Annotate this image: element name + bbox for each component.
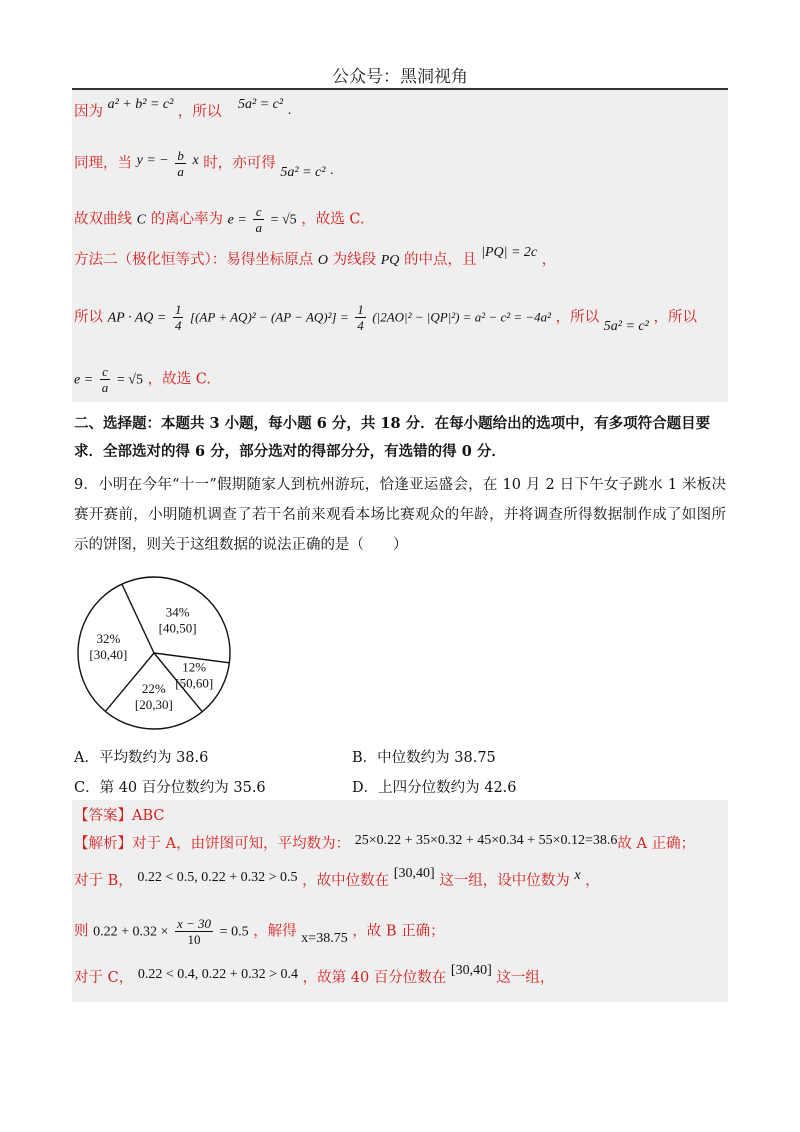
formula: y = − <box>136 152 169 168</box>
fraction <box>175 148 186 179</box>
text: 因为 <box>74 104 103 120</box>
text: 这一组，设中位数为 <box>439 873 570 889</box>
denominator: 4 <box>357 318 364 333</box>
text: ，故中位数在 <box>302 873 390 889</box>
formula: [(AP + AQ)² − (AP − AQ)²] = <box>190 309 349 325</box>
text: ，解得 <box>253 923 297 940</box>
text: 则 <box>74 923 89 940</box>
formula: = 0.5 <box>219 924 249 940</box>
punct: . <box>287 103 292 118</box>
denominator: a <box>101 380 109 395</box>
fraction <box>175 916 213 947</box>
formula: e = <box>74 372 94 388</box>
denominator: a <box>255 220 262 235</box>
formula: 25×0.22 + 35×0.32 + 45×0.34 + 55×0.12=38.6 <box>354 833 618 848</box>
analysis-line-3 <box>74 916 445 947</box>
pie-slice-percent: 12% <box>182 659 207 675</box>
formula: |PQ| = 2c <box>481 245 538 260</box>
formula: [30,40] <box>393 866 435 881</box>
page-header-title: 公众号：黑洞视角 <box>332 67 468 87</box>
formula: 0.22 + 0.32 × <box>93 924 169 940</box>
fraction <box>100 364 111 395</box>
fraction <box>355 302 366 333</box>
pie-slice-range: [40,50] <box>158 620 197 636</box>
pie-slice-percent: 32% <box>96 631 121 647</box>
text: ，所以 <box>555 309 600 326</box>
fraction <box>253 204 264 235</box>
formula: x=38.75 <box>301 930 348 946</box>
solution-line-3 <box>74 204 365 235</box>
solution-line-1 <box>74 97 292 122</box>
formula: e = <box>227 212 247 228</box>
text: 时，亦可得 <box>203 155 276 172</box>
text: 对于 C， <box>74 970 134 986</box>
variable: O <box>317 253 328 268</box>
formula: (|2AO|² − |QP|²) = a² − c² = −4a² <box>372 309 552 325</box>
pie-slice-range: [20,30] <box>134 696 173 712</box>
analysis-label: 【解析】 <box>74 836 132 852</box>
formula: 5a² = c² <box>238 97 284 112</box>
text: ，故第 40 百分位数在 <box>302 970 447 986</box>
solution-line-4 <box>74 245 557 270</box>
text: 故 A 正确； <box>617 836 696 852</box>
numerator: 1 <box>174 302 182 317</box>
formula: 5a² = c² <box>603 318 649 334</box>
punct: . <box>330 162 334 178</box>
numerator: c <box>253 204 264 220</box>
answer-label: 【答案】 <box>74 808 132 824</box>
analysis-line-2 <box>74 866 600 891</box>
option-d[interactable]: D．上四分位数约为 42.6 <box>352 780 517 796</box>
answer-line <box>74 808 165 825</box>
text: 所以 <box>74 309 103 326</box>
numerator: x − 30 <box>177 916 212 931</box>
option-c[interactable]: C．第 40 百分位数约为 35.6 <box>74 780 266 796</box>
text: 对于 B， <box>74 873 133 889</box>
variable: PQ <box>380 253 400 268</box>
analysis-line-4 <box>74 963 555 988</box>
variable: x <box>574 868 581 883</box>
formula: = √5 <box>270 212 297 228</box>
formula: 0.22 < 0.5, 0.22 + 0.32 > 0.5 <box>137 870 298 885</box>
answer-value: ABC <box>132 808 165 824</box>
formula: a² + b² = c² <box>107 97 174 112</box>
formula: [30,40] <box>450 963 492 978</box>
pie-slice-range: [30,40] <box>89 647 128 663</box>
solution-line-6 <box>74 364 211 395</box>
pie-slice-percent: 34% <box>165 604 190 620</box>
text: 对于 A，由饼图可知，平均数为： <box>132 836 351 852</box>
text: ，故选 C. <box>147 371 211 388</box>
text: ， <box>585 873 600 889</box>
formula: = √5 <box>116 372 143 388</box>
text: ，所以 <box>653 309 697 326</box>
fraction <box>173 302 184 333</box>
text: ，故 B 正确； <box>352 923 445 940</box>
formula: 0.22 < 0.4, 0.22 + 0.32 > 0.4 <box>137 967 299 982</box>
formula: 5a² = c² <box>280 164 326 180</box>
question-9-text: 9．小明在今年“十一”假期随家人到杭州游玩，恰逢亚运盛会，在 10 月 2 日下午女子跳水 1 米板决赛开赛前，小明随机调查了若干名前来观看本场比赛观众的年龄，并将调查所得数据制作成了如图所示的饼图，则关于这组数据的说法正确的是（ ） <box>74 477 726 553</box>
solution-line-5 <box>74 302 697 333</box>
text: 方法二（极化恒等式）：易得坐标原点 <box>74 252 314 268</box>
analysis-line-1 <box>74 833 696 854</box>
solution-block-prev <box>72 90 728 402</box>
numerator: b <box>177 148 184 163</box>
formula: AP · AQ = <box>107 310 167 326</box>
numerator: c <box>100 364 111 380</box>
age-pie-chart <box>72 575 252 735</box>
text: 的中点，且 <box>403 252 477 268</box>
text: ， <box>541 252 557 268</box>
pie-slice-percent: 22% <box>141 680 166 696</box>
option-a[interactable]: A．平均数约为 38.6 <box>74 750 209 766</box>
denominator: 10 <box>187 932 201 947</box>
text: ，所以 <box>177 104 222 120</box>
text: 的离心率为 <box>150 211 224 228</box>
section-heading: 二、选择题：本题共 3 小题，每小题 6 分，共 18 分．在每小题给出的选项中，有多项符合题目要求．全部选对的得 6 分，部分选对的得部分分，有选错的得 0 分． <box>74 415 711 460</box>
text: 这一组， <box>496 970 555 986</box>
pie-slice-range: [50,60] <box>175 675 214 691</box>
text: ，故选 C. <box>301 211 365 228</box>
denominator: a <box>177 164 184 179</box>
text: 同理，当 <box>74 155 132 172</box>
variable: C <box>136 212 146 228</box>
text: 为线段 <box>332 252 377 268</box>
text: 故双曲线 <box>74 211 132 228</box>
formula: x <box>192 152 199 168</box>
denominator: 4 <box>174 318 182 333</box>
numerator: 1 <box>357 302 364 317</box>
option-b[interactable]: B．中位数约为 38.75 <box>352 750 496 766</box>
solution-line-2 <box>74 148 334 179</box>
